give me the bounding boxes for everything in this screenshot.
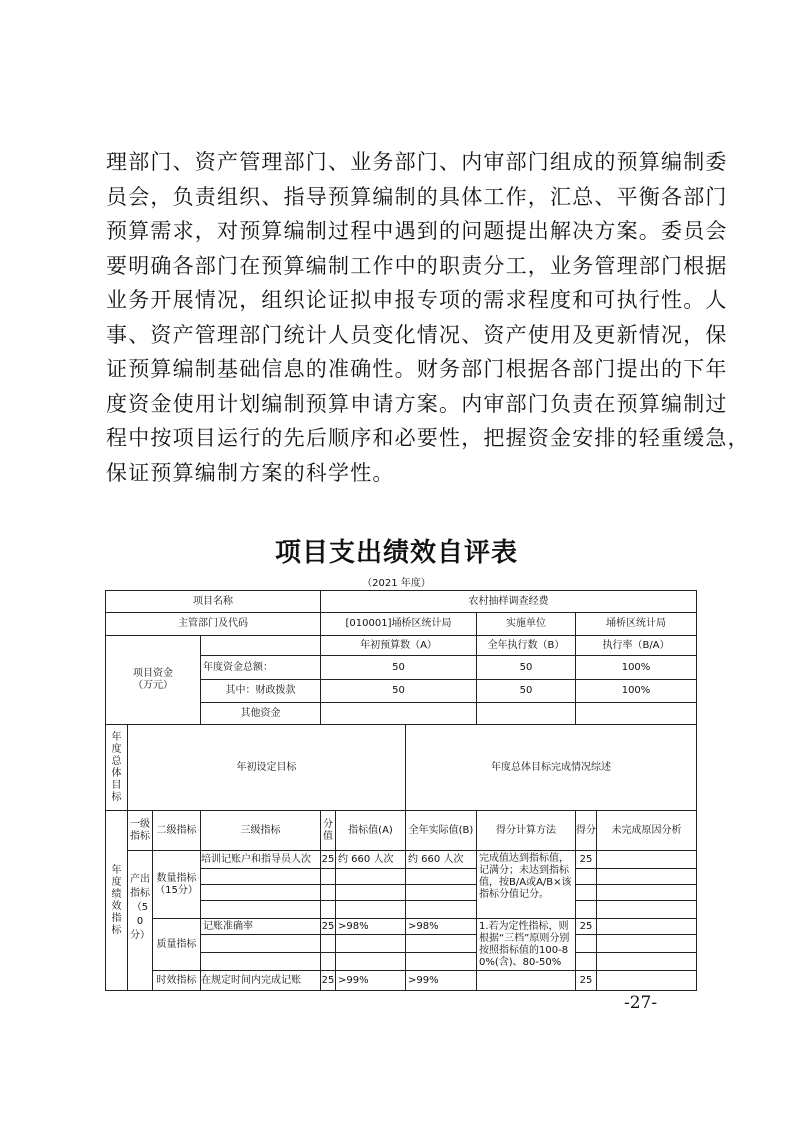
- funds-label-cell: [106, 636, 201, 725]
- body-line: 证预算编制基础信息的准确性。财务部门根据各部门提出的下年: [106, 357, 728, 381]
- fiscal-exec: 50: [477, 680, 576, 703]
- r1-got: 25: [576, 851, 597, 869]
- project-name-label: 项目名称: [106, 591, 321, 613]
- total-label: 年度资金总额：: [201, 656, 321, 680]
- self-evaluation-table: [105, 590, 697, 991]
- body-line: 理部门、资产管理部门、业务部门、内审部门组成的预算编制委: [106, 150, 728, 174]
- col-exec: 全年执行数（B）: [477, 636, 576, 656]
- method-1: 完成值达到指标值，记满分；未达到指标值，按B/A或A/B×该指标分值记分。: [477, 851, 576, 919]
- fiscal-label: 其中：财政拨款: [201, 680, 321, 703]
- body-line: 度资金使用计划编制预算申请方案。内审部门负责在预算编制过: [106, 391, 728, 416]
- other-label: 其他资金: [201, 703, 321, 725]
- goal-done-label: 年度总体目标完成情况综述: [406, 725, 697, 811]
- output-label: 产出指标（50分）: [128, 851, 153, 991]
- r2-target: >98%: [336, 919, 406, 935]
- body-line: 保证预算编制方案的科学性。: [106, 460, 395, 485]
- body-line: 要明确各部门在预算编制工作中的职责分工，业务管理部门根据: [106, 253, 728, 278]
- header-score: 分值: [321, 811, 336, 851]
- r2-name: 记账准确率: [201, 919, 321, 935]
- header-lvl3: 三级指标: [201, 811, 321, 851]
- r3-score: 25: [321, 971, 336, 991]
- impl-label: 实施单位: [477, 613, 576, 636]
- funds-unit: （万元）: [133, 680, 173, 691]
- dept-label: 主管部门及代码: [106, 613, 321, 636]
- funds-label: 项目资金: [133, 668, 173, 679]
- quality-label: 质量指标: [153, 919, 201, 971]
- impl-value: 埇桥区统计局: [576, 613, 697, 636]
- project-name-value: 农村抽样调查经费: [321, 591, 697, 613]
- body-line: 员会，负责组织、指导预算编制的具体工作，汇总、平衡各部门: [106, 184, 728, 209]
- perf-label: 年度绩效指标: [106, 811, 128, 991]
- body-line: 预算需求，对预算编制过程中遇到的问题提出解决方案。委员会: [106, 219, 728, 243]
- total-budget: 50: [321, 656, 477, 680]
- header-reason: 未完成原因分析: [597, 811, 697, 851]
- r2-got: 25: [576, 919, 597, 935]
- r3-target: >99%: [336, 971, 406, 991]
- r3-actual: >99%: [406, 971, 477, 991]
- r2-score: 25: [321, 919, 336, 935]
- header-lvl2: 二级指标: [153, 811, 201, 851]
- col-budget: 年初预算数（A）: [321, 636, 477, 656]
- table-year: （2021 年度）: [362, 578, 431, 589]
- body-line: 程中按项目运行的先后顺序和必要性，把握资金安排的轻重缓急，: [106, 426, 750, 450]
- body-line: 业务开展情况，组织论证拟申报专项的需求程度和可执行性。人: [106, 288, 728, 312]
- body-text: [106, 145, 750, 490]
- fiscal-rate: 100%: [576, 680, 697, 703]
- header-got: 得分: [576, 811, 597, 851]
- r1-name: 培训记账户和指导员人次: [201, 851, 321, 869]
- time-label: 时效指标: [153, 971, 201, 991]
- dept-value: [010001]埇桥区统计局: [321, 613, 477, 636]
- page-number: -27-: [624, 993, 658, 1013]
- r1-target: 约 660 人次: [336, 851, 406, 869]
- header-lvl1: 一级指标: [128, 811, 153, 851]
- header-method: 得分计算方法: [477, 811, 576, 851]
- body-line: 事、资产管理部门统计人员变化情况、资产使用及更新情况，保: [106, 322, 728, 347]
- goal-set-label: 年初设定目标: [128, 725, 406, 811]
- total-rate: 100%: [576, 656, 697, 680]
- r3-name: 在规定时间内完成记账: [201, 971, 321, 991]
- overall-goal-label: 年度总体目标: [106, 725, 128, 811]
- col-rate: 执行率（B/A）: [576, 636, 697, 656]
- r1-actual: 约 660 人次: [406, 851, 477, 869]
- total-exec: 50: [477, 656, 576, 680]
- method-2: 1.若为定性指标，则根据“三档”原则分别按照指标值的100-80%(含)、80-50%: [477, 919, 576, 971]
- r3-got: 25: [576, 971, 597, 991]
- table-title: 项目支出绩效自评表: [274, 538, 518, 568]
- qty-label: 数量指标（15分）: [153, 851, 201, 919]
- header-actual: 全年实际值(B): [406, 811, 477, 851]
- r2-actual: >98%: [406, 919, 477, 935]
- r1-score: 25: [321, 851, 336, 869]
- fiscal-budget: 50: [321, 680, 477, 703]
- header-target: 指标值(A): [336, 811, 406, 851]
